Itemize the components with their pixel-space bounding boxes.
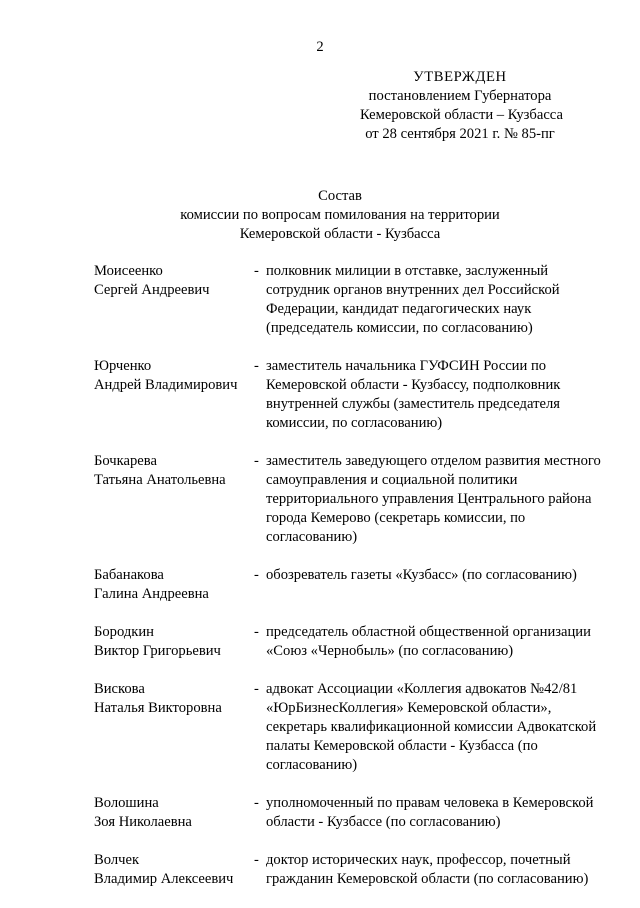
- member-given-names: Наталья Викторовна: [94, 700, 222, 716]
- member-role: полковник милиции в отставке, заслуженный сотрудник органов внутренних дел Российской Федерации, кандидат педагогических наук (председатель комиссии, по согласованию): [266, 263, 560, 336]
- member-name: [94, 566, 254, 604]
- member-dash: -: [254, 681, 259, 697]
- member-given-names: Зоя Николаевна: [94, 814, 192, 830]
- member-role: уполномоченный по правам человека в Кемеровской области - Кузбассе (по согласованию): [266, 795, 594, 830]
- member-surname: Волошина: [94, 795, 159, 811]
- member-name: [94, 680, 254, 775]
- member-dash: -: [254, 263, 259, 279]
- member-surname: Юрченко: [94, 358, 152, 374]
- approval-line-region: Кемеровской области – Кузбасса: [360, 107, 563, 123]
- member-name: [94, 623, 254, 661]
- member-row: [94, 680, 614, 775]
- member-name: [94, 452, 254, 547]
- member-dash: -: [254, 852, 259, 868]
- member-given-names: Галина Андреевна: [94, 586, 209, 602]
- member-role: адвокат Ассоциации «Коллегия адвокатов №42/81 «ЮрБизнесКоллегия» Кемеровской области», секретарь квалификационной комиссии Адвокатской палаты Кемеровской области - Кузбасса (по согласованию): [266, 681, 597, 773]
- heading-subtitle: комиссии по вопросам помилования на территории: [180, 207, 500, 223]
- member-dash: -: [254, 795, 259, 811]
- member-row: [94, 794, 614, 832]
- member-surname: Моисеенко: [94, 263, 163, 279]
- member-dash: -: [254, 453, 259, 469]
- member-row: [94, 851, 614, 889]
- approval-line-decree: постановлением Губернатора: [368, 88, 552, 104]
- member-role: заместитель заведующего отделом развития местного самоуправления и социальной политики территориального управления Центрального района города Кемерово (секретарь комиссии, по согласованию): [266, 453, 601, 545]
- member-row: [94, 262, 614, 338]
- page-number: 2: [316, 39, 324, 55]
- member-role: заместитель начальника ГУФСИН России по Кемеровской области - Кузбассу, подполковник внутренней службы (заместитель председателя комиссии, по согласованию): [266, 358, 561, 431]
- member-role: председатель областной общественной организации «Союз «Чернобыль» (по согласованию): [266, 624, 591, 659]
- member-name: [94, 851, 254, 889]
- member-dash: -: [254, 624, 259, 640]
- member-given-names: Татьяна Анатольевна: [94, 472, 226, 488]
- member-list: [94, 262, 614, 908]
- member-surname: Вискова: [94, 681, 145, 697]
- member-given-names: Виктор Григорьевич: [94, 643, 221, 659]
- approval-line-date: от 28 сентября 2021 г. № 85-пг: [365, 126, 555, 142]
- member-row: [94, 623, 614, 661]
- approval-stamp: [360, 68, 563, 144]
- member-dash: -: [254, 358, 259, 374]
- member-role: доктор исторических наук, профессор, почетный гражданин Кемеровской области (по согласованию): [266, 852, 589, 887]
- member-surname: Бочкарева: [94, 453, 157, 469]
- member-given-names: Андрей Владимирович: [94, 377, 238, 393]
- member-surname: Бабанакова: [94, 567, 164, 583]
- member-name: [94, 794, 254, 832]
- member-row: [94, 357, 614, 433]
- heading-title: Состав: [318, 188, 362, 204]
- member-surname: Бородкин: [94, 624, 154, 640]
- member-dash: -: [254, 567, 259, 583]
- heading-region: Кемеровской области - Кузбасса: [239, 226, 441, 242]
- approval-title: УТВЕРЖДЕН: [413, 69, 507, 85]
- document-heading: [120, 187, 560, 244]
- member-row: [94, 566, 614, 604]
- member-surname: Волчек: [94, 852, 140, 868]
- member-name: [94, 357, 254, 433]
- member-given-names: Владимир Алексеевич: [94, 871, 234, 887]
- member-name: [94, 262, 254, 338]
- member-role: обозреватель газеты «Кузбасс» (по согласованию): [266, 567, 577, 583]
- member-given-names: Сергей Андреевич: [94, 282, 210, 298]
- member-row: [94, 452, 614, 547]
